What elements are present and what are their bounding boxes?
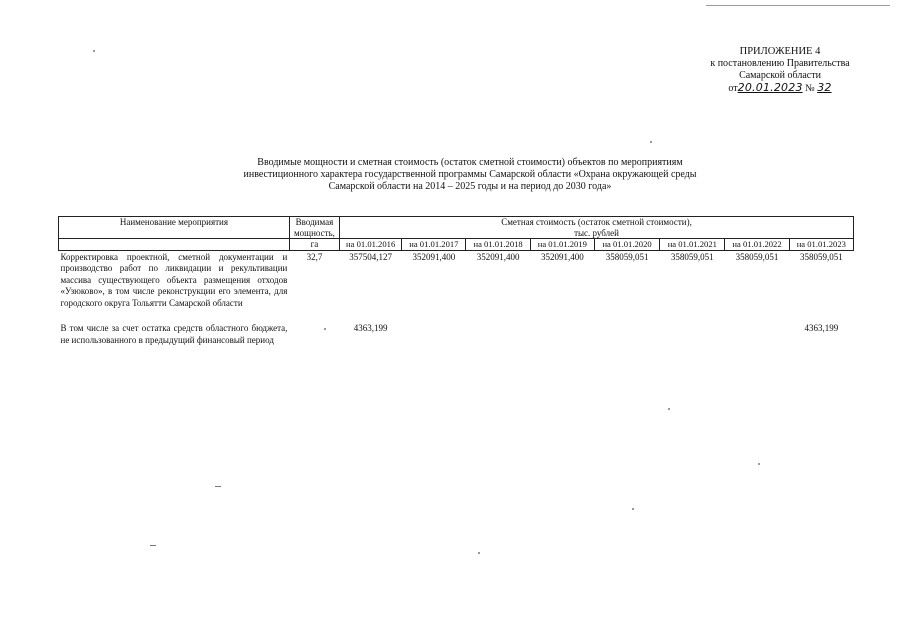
measures-table <box>58 216 854 347</box>
row-value: 358059,051 <box>605 251 649 262</box>
header-date: на 01.01.2018 <box>466 239 530 251</box>
row-value: 352091,400 <box>540 251 584 262</box>
header-capacity-unit: га <box>289 239 339 251</box>
handwritten-date: 20.01.2023 <box>737 81 803 94</box>
scan-speck <box>632 508 634 510</box>
row-value: 4363,199 <box>353 323 388 333</box>
row-value <box>530 322 594 347</box>
row-value: 358059,051 <box>670 251 714 262</box>
row-capacity <box>289 322 339 347</box>
row-value: 4363,199 <box>804 323 839 333</box>
header-date: на 01.01.2020 <box>594 239 659 251</box>
header-date: на 01.01.2023 <box>789 239 853 251</box>
header-date: на 01.01.2016 <box>340 239 402 251</box>
scan-speck <box>758 463 760 465</box>
row-value: 358059,051 <box>799 251 843 262</box>
row-name: В том числе за счет остатка средств областного бюджета, не использованного в предыдущий финансовый период <box>60 323 288 345</box>
header-row-dates <box>59 239 854 251</box>
scan-speck <box>324 328 326 330</box>
scan-speck <box>668 408 670 410</box>
header-cost-line-2: тыс. рублей <box>574 227 619 238</box>
appendix-title: ПРИЛОЖЕНИЕ 4 <box>739 46 821 57</box>
appendix-block <box>700 46 860 95</box>
header-row-1 <box>59 217 854 239</box>
header-capacity-line-2: мощность, <box>293 227 335 238</box>
header-capacity-line-1: Вводимая <box>295 217 334 227</box>
title-line-1: Вводимые мощности и сметная стоимость (остаток сметной стоимости) объектов по мероприятиям <box>257 157 683 168</box>
table-row <box>59 322 854 347</box>
header-date: на 01.01.2021 <box>660 239 725 251</box>
header-name-spacer <box>59 239 290 251</box>
date-prefix: от <box>728 83 738 94</box>
header-date: на 01.01.2022 <box>725 239 789 251</box>
document-title <box>200 157 740 193</box>
table-row <box>59 250 854 310</box>
row-value <box>466 322 530 347</box>
header-cost-line-1: Сметная стоимость (остаток сметной стоимости), <box>501 217 692 227</box>
handwritten-number: 32 <box>817 81 832 94</box>
number-prefix: № <box>805 83 815 94</box>
scan-speck <box>478 552 480 554</box>
row-value: 358059,051 <box>735 251 779 262</box>
appendix-line-2: Самарской области <box>739 70 821 81</box>
header-cost <box>340 217 854 239</box>
row-value: 352091,400 <box>476 251 520 262</box>
row-value: 352091,400 <box>412 251 456 262</box>
scan-speck <box>93 50 95 52</box>
appendix-line-1: к постановлению Правительства <box>710 58 850 69</box>
row-value <box>725 322 789 347</box>
row-value <box>402 322 466 347</box>
spacer-row <box>59 310 854 322</box>
header-name: Наименование мероприятия <box>59 217 290 239</box>
title-line-2: инвестиционного характера государственной программы Самарской области «Охрана окружающей среды <box>243 169 697 180</box>
top-rule <box>706 5 890 6</box>
appendix-date-line <box>700 82 860 95</box>
row-capacity: 32,7 <box>306 251 323 262</box>
scan-speck <box>150 545 156 546</box>
header-capacity <box>289 217 339 239</box>
header-date: на 01.01.2019 <box>530 239 594 251</box>
header-date: на 01.01.2017 <box>402 239 466 251</box>
row-value <box>660 322 725 347</box>
row-name: Корректировка проектной, сметной документации и производство работ по ликвидации и рекультивации массива существующего объекта размещения отходов «Узюково», в том числе реконструкции его элемента, для городского округа Тольятти Самарской области <box>60 251 288 308</box>
row-value <box>594 322 659 347</box>
title-line-3: Самарской области на 2014 – 2025 годы и на период до 2030 года» <box>328 181 612 192</box>
scan-speck <box>215 486 221 487</box>
row-value: 357504,127 <box>349 251 393 262</box>
scan-speck <box>650 141 652 143</box>
